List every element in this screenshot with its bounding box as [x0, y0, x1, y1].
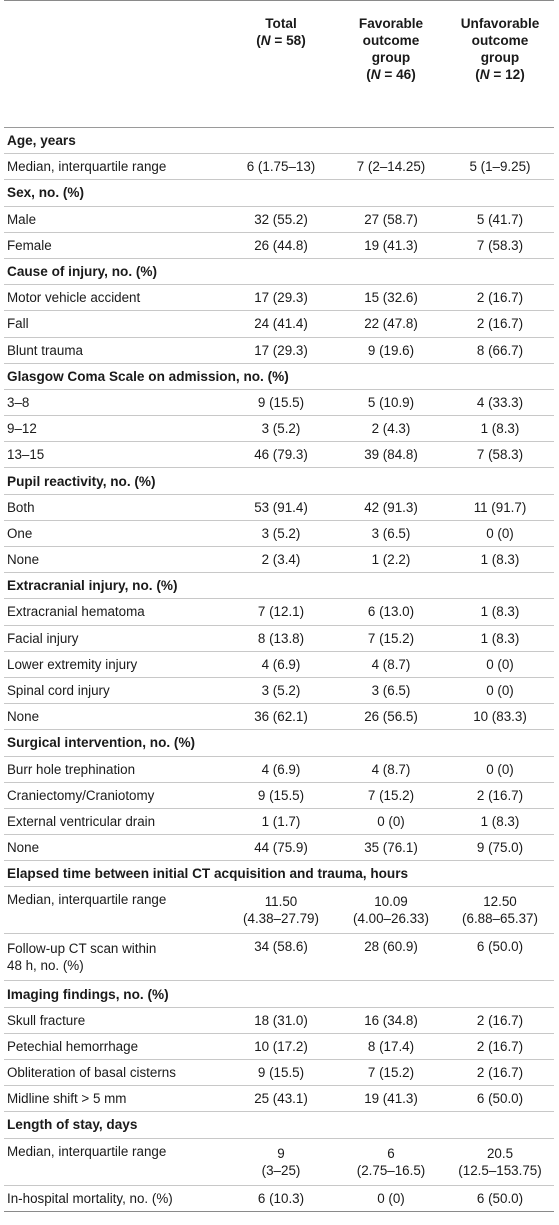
table-row [4, 782, 554, 808]
header-favorable-n-symbol: N [370, 67, 381, 82]
header-unfavorable-n-symbol: N [479, 67, 490, 82]
total-cell: 6 (10.3) [257, 1190, 305, 1206]
header-total-n-symbol: N [260, 33, 271, 48]
table-row [4, 442, 554, 468]
favorable-cell: 0 (0) [377, 813, 405, 829]
favorable-cell: 9 (19.6) [367, 342, 415, 358]
table-row [4, 1060, 554, 1086]
unfavorable-cell: 10 (83.3) [473, 709, 527, 725]
unfavorable-cell: 1 (8.3) [480, 813, 520, 829]
table-row [4, 625, 554, 651]
total-cell: 8 (13.8) [257, 630, 305, 646]
favorable-cell [336, 1138, 446, 1185]
unfavorable-cell: 0 (0) [486, 656, 514, 672]
header-favorable-line1: Favorable [358, 16, 424, 31]
favorable-cell: 4 (8.7) [371, 656, 411, 672]
unfavorable-cell: 1 (8.3) [480, 630, 520, 646]
section-row [4, 468, 554, 494]
row-label: External ventricular drain [7, 813, 156, 829]
row-label: 9–12 [7, 421, 37, 437]
unfavorable-cell-line2: (6.88–65.37) [462, 911, 538, 927]
favorable-cell: 26 (56.5) [364, 709, 418, 725]
favorable-cell: 42 (91.3) [364, 499, 418, 515]
table-row [4, 1086, 554, 1112]
section-heading: Elapsed time between initial CT acquisition and trauma, hours [7, 866, 409, 882]
section-heading: Surgical intervention, no. (%) [7, 735, 196, 751]
section-row [4, 861, 554, 887]
unfavorable-cell: 2 (16.7) [476, 290, 524, 306]
unfavorable-cell-line1: 20.5 [486, 1145, 514, 1161]
row-label: Fall [7, 316, 29, 332]
row-label: Petechial hemorrhage [7, 1038, 139, 1054]
favorable-cell: 35 (76.1) [364, 840, 418, 856]
unfavorable-cell: 7 (58.3) [476, 447, 524, 463]
table-row [4, 311, 554, 337]
section-row [4, 730, 554, 756]
table-row [4, 206, 554, 232]
favorable-cell: 27 (58.7) [364, 211, 418, 227]
row-label: Male [7, 211, 37, 227]
section-row [4, 573, 554, 599]
unfavorable-cell: 6 (50.0) [476, 1091, 524, 1107]
section-row [4, 981, 554, 1007]
row-label: Craniectomy/Craniotomy [7, 787, 155, 803]
table-row [4, 389, 554, 415]
table-row [4, 756, 554, 782]
unfavorable-cell: 1 (8.3) [480, 552, 520, 568]
unfavorable-cell: 8 (66.7) [476, 342, 524, 358]
header-favorable-n-value: = 46) [380, 67, 416, 82]
unfavorable-cell: 2 (16.7) [476, 1038, 524, 1054]
unfavorable-cell: 6 (50.0) [476, 1190, 524, 1206]
patient-characteristics-table [4, 0, 554, 1212]
favorable-cell-line2: (2.75–16.5) [356, 1162, 426, 1178]
total-cell-line1: 11.50 [264, 894, 298, 910]
favorable-cell: 6 (13.0) [367, 604, 415, 620]
total-cell: 9 (15.5) [257, 394, 305, 410]
row-label: Spinal cord injury [7, 683, 110, 699]
total-cell: 9 (15.5) [257, 1065, 305, 1081]
total-cell: 36 (62.1) [254, 709, 308, 725]
total-cell [226, 1138, 336, 1185]
total-cell: 17 (29.3) [254, 342, 308, 358]
total-cell: 1 (1.7) [261, 813, 301, 829]
unfavorable-cell: 5 (1–9.25) [469, 159, 531, 175]
table-row [4, 154, 554, 180]
row-label: Median, interquartile range [7, 1143, 167, 1159]
header-favorable: Favorable outcome group (N = 46) [358, 16, 424, 82]
row-label: Skull fracture [7, 1012, 86, 1028]
table-row [4, 547, 554, 573]
header-total-title: Total [265, 16, 297, 31]
row-label: Blunt trauma [7, 342, 83, 358]
unfavorable-cell: 2 (16.7) [476, 1065, 524, 1081]
favorable-cell: 5 (10.9) [367, 394, 415, 410]
unfavorable-cell: 4 (33.3) [476, 394, 524, 410]
header-unfavorable: Unfavorable outcome group (N = 12) [460, 16, 540, 82]
unfavorable-cell-line2: (12.5–153.75) [458, 1162, 542, 1178]
section-heading: Sex, no. (%) [7, 185, 85, 201]
total-cell: 3 (5.2) [261, 683, 301, 699]
total-cell: 3 (5.2) [261, 525, 301, 541]
section-heading: Length of stay, days [7, 1117, 138, 1133]
section-heading: Glasgow Coma Scale on admission, no. (%) [7, 368, 289, 384]
total-cell: 4 (6.9) [261, 656, 301, 672]
section-row [4, 363, 554, 389]
total-cell: 53 (91.4) [254, 499, 308, 515]
favorable-cell: 22 (47.8) [364, 316, 418, 332]
table-row [4, 704, 554, 730]
section-heading: Pupil reactivity, no. (%) [7, 473, 156, 489]
favorable-cell: 15 (32.6) [364, 290, 418, 306]
row-label: One [7, 525, 33, 541]
favorable-cell: 2 (4.3) [371, 421, 411, 437]
row-label: None [7, 709, 40, 725]
total-cell [226, 887, 336, 934]
favorable-cell: 3 (6.5) [371, 683, 411, 699]
unfavorable-cell: 0 (0) [486, 525, 514, 541]
row-label-line1: Follow-up CT scan within [7, 941, 157, 957]
favorable-cell: 8 (17.4) [367, 1038, 415, 1054]
unfavorable-cell: 5 (41.7) [476, 211, 524, 227]
row-label: Midline shift > 5 mm [7, 1091, 127, 1107]
favorable-cell: 7 (2–14.25) [356, 159, 426, 175]
table-row [4, 808, 554, 834]
row-label: Median, interquartile range [7, 892, 167, 908]
table-row [4, 835, 554, 861]
header-favorable-line3: group [371, 50, 411, 65]
total-cell: 34 (58.6) [254, 939, 308, 955]
unfavorable-cell: 2 (16.7) [476, 316, 524, 332]
favorable-cell: 1 (2.2) [371, 552, 411, 568]
total-cell: 25 (43.1) [254, 1091, 308, 1107]
total-cell: 46 (79.3) [254, 447, 308, 463]
table-row [4, 1185, 554, 1211]
row-label [4, 934, 226, 981]
header-row [4, 1, 554, 128]
total-cell: 3 (5.2) [261, 421, 301, 437]
row-label: 3–8 [7, 394, 30, 410]
unfavorable-cell: 9 (75.0) [476, 840, 524, 856]
section-heading: Imaging findings, no. (%) [7, 986, 169, 1002]
table-row [4, 1138, 554, 1185]
header-unfavorable-line1: Unfavorable [460, 16, 540, 31]
row-label: Facial injury [7, 630, 79, 646]
total-cell-line2: (4.38–27.79) [243, 911, 319, 927]
table-body [4, 128, 554, 1212]
table-row [4, 887, 554, 934]
section-heading: Age, years [7, 133, 76, 149]
total-cell: 6 (1.75–13) [246, 159, 316, 175]
row-label: Lower extremity injury [7, 656, 138, 672]
section-heading: Cause of injury, no. (%) [7, 264, 158, 280]
total-cell: 2 (3.4) [261, 552, 301, 568]
unfavorable-cell: 1 (8.3) [480, 421, 520, 437]
header-unfavorable-line2: outcome [471, 33, 529, 48]
favorable-cell: 7 (15.2) [367, 630, 415, 646]
header-label-column [4, 1, 226, 128]
unfavorable-cell: 6 (50.0) [476, 939, 524, 955]
row-label: Motor vehicle accident [7, 290, 141, 306]
total-cell: 24 (41.4) [254, 316, 308, 332]
favorable-cell: 3 (6.5) [371, 525, 411, 541]
table-row [4, 1007, 554, 1033]
table-header [4, 1, 554, 128]
favorable-cell: 39 (84.8) [364, 447, 418, 463]
table-row [4, 599, 554, 625]
row-label-line2: 48 h, no. (%) [7, 958, 84, 974]
section-heading: Extracranial injury, no. (%) [7, 578, 178, 594]
favorable-cell [336, 887, 446, 934]
favorable-cell: 0 (0) [377, 1190, 405, 1206]
row-label: Obliteration of basal cisterns [7, 1065, 176, 1081]
table-row [4, 285, 554, 311]
total-cell: 44 (75.9) [254, 840, 308, 856]
unfavorable-cell: 2 (16.7) [476, 787, 524, 803]
section-row [4, 180, 554, 206]
row-label: Median, interquartile range [7, 159, 167, 175]
table-row [4, 416, 554, 442]
unfavorable-cell: 11 (91.7) [473, 499, 527, 515]
row-label: In-hospital mortality, no. (%) [7, 1190, 173, 1206]
total-cell: 10 (17.2) [254, 1038, 308, 1054]
row-label: None [7, 840, 40, 856]
favorable-cell: 16 (34.8) [364, 1012, 418, 1028]
total-cell: 4 (6.9) [261, 761, 301, 777]
favorable-cell: 19 (41.3) [364, 237, 418, 253]
unfavorable-cell [446, 887, 554, 934]
header-total: Total (N = 58) [256, 16, 306, 48]
unfavorable-cell [446, 1138, 554, 1185]
table-row [4, 494, 554, 520]
row-label: None [7, 552, 40, 568]
header-unfavorable-n-value: = 12) [489, 67, 525, 82]
favorable-cell-line1: 6 [387, 1145, 395, 1161]
favorable-cell: 7 (15.2) [367, 1065, 415, 1081]
table-row [4, 651, 554, 677]
total-cell: 32 (55.2) [254, 211, 308, 227]
row-label: Both [7, 499, 35, 515]
favorable-cell: 7 (15.2) [367, 787, 415, 803]
header-favorable-line2: outcome [362, 33, 420, 48]
section-row [4, 1112, 554, 1138]
favorable-cell-line2: (4.00–26.33) [353, 911, 429, 927]
total-cell-line1: 9 [277, 1145, 285, 1161]
table-row [4, 677, 554, 703]
unfavorable-cell: 1 (8.3) [480, 604, 520, 620]
section-row [4, 258, 554, 284]
unfavorable-cell: 7 (58.3) [476, 237, 524, 253]
total-cell: 9 (15.5) [257, 787, 305, 803]
total-cell: 7 (12.1) [257, 604, 305, 620]
table-row [4, 232, 554, 258]
unfavorable-cell-line1: 12.50 [483, 894, 517, 910]
header-total-n-value: = 58) [270, 33, 306, 48]
total-cell: 18 (31.0) [254, 1012, 308, 1028]
row-label: Extracranial hematoma [7, 604, 145, 620]
row-label: 13–15 [7, 447, 45, 463]
table-row [4, 520, 554, 546]
table-row [4, 337, 554, 363]
table-row [4, 1033, 554, 1059]
total-cell: 26 (44.8) [254, 237, 308, 253]
table-row [4, 934, 554, 981]
unfavorable-cell: 0 (0) [486, 683, 514, 699]
unfavorable-cell: 2 (16.7) [476, 1012, 524, 1028]
favorable-cell: 4 (8.7) [371, 761, 411, 777]
row-label: Female [7, 237, 52, 253]
favorable-cell: 28 (60.9) [364, 939, 418, 955]
favorable-cell: 19 (41.3) [364, 1091, 418, 1107]
total-cell-line2: (3–25) [261, 1162, 301, 1178]
row-label: Burr hole trephination [7, 761, 136, 777]
total-cell: 17 (29.3) [254, 290, 308, 306]
header-unfavorable-line3: group [480, 50, 520, 65]
unfavorable-cell: 0 (0) [486, 761, 514, 777]
section-row [4, 128, 554, 154]
favorable-cell-line1: 10.09 [374, 894, 408, 910]
